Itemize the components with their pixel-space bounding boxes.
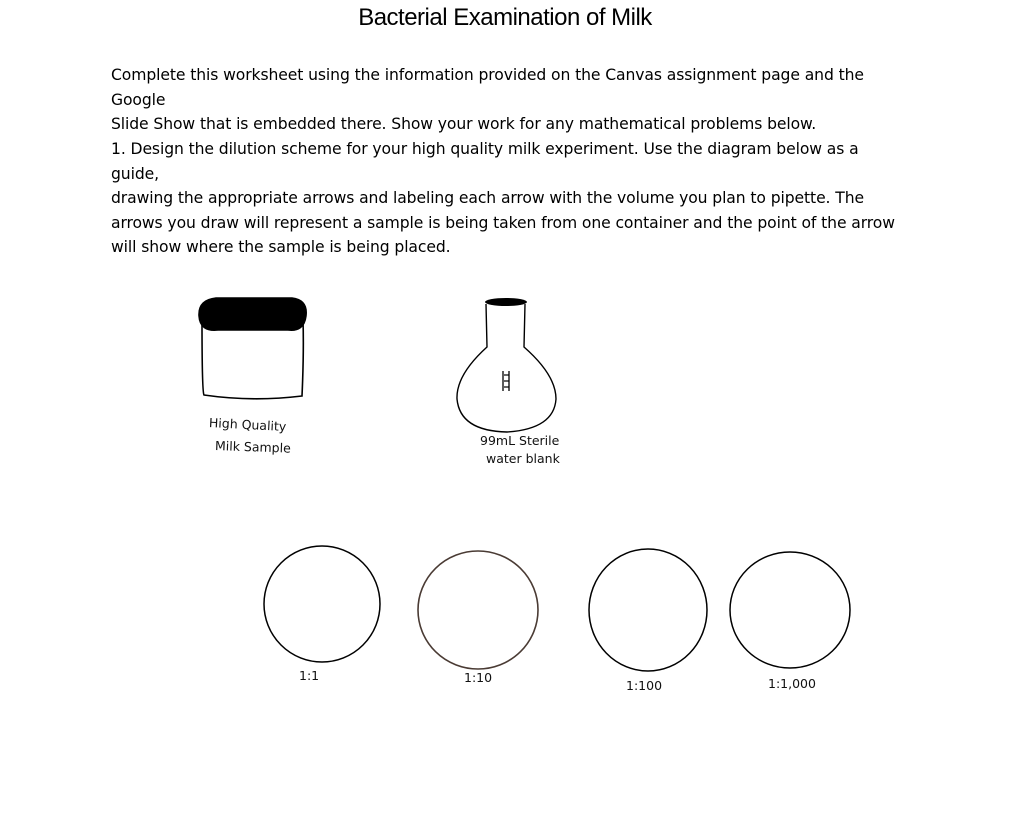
question-line: arrows you draw will represent a sample is being taken from one container and the point of the arrow	[111, 213, 895, 232]
flask-label: 99mL Sterile	[480, 433, 560, 448]
milk-sample-label: Milk Sample	[214, 438, 292, 456]
petri-plate-icon	[586, 548, 710, 676]
question-1	[111, 137, 911, 260]
question-line: 1. Design the dilution scheme for your high quality milk experiment. Use the diagram below as a guide,	[111, 140, 859, 183]
petri-plate-icon	[729, 550, 853, 672]
instructions-line: Complete this worksheet using the information provided on the Canvas assignment page and the Google	[111, 66, 864, 109]
flask-icon	[452, 295, 562, 437]
petri-plate-icon	[416, 548, 542, 674]
page-title: Bacterial Examination of Milk	[358, 4, 652, 31]
plate-dilution-label: 1:1,000	[768, 676, 816, 691]
flask-label: water blank	[486, 451, 560, 466]
plate-dilution-label: 1:100	[626, 678, 663, 693]
question-line: will show where the sample is being placed.	[111, 238, 451, 256]
plate-dilution-label: 1:10	[464, 670, 493, 685]
question-line: drawing the appropriate arrows and labeling each arrow with the volume you plan to pipette. The	[111, 189, 864, 207]
milk-sample-container-icon	[192, 292, 316, 408]
instructions-paragraph	[111, 63, 911, 137]
instructions-line: Slide Show that is embedded there. Show your work for any mathematical problems below.	[111, 115, 817, 133]
plate-dilution-label: 1:1	[299, 668, 320, 683]
petri-plate-icon	[262, 544, 384, 666]
milk-sample-label: High Quality	[208, 415, 287, 435]
